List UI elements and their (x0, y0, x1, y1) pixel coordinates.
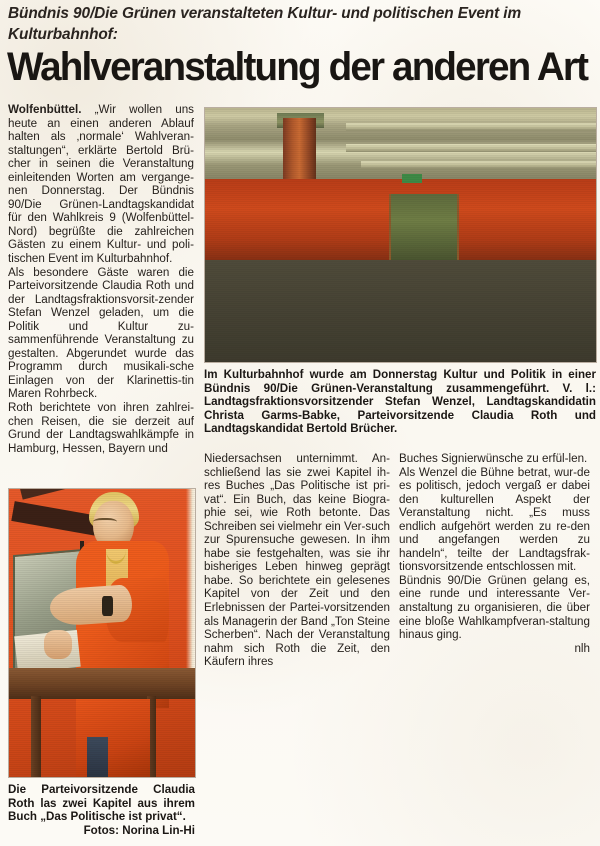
photo-caption-bottom-text: Die Parteivorsitzende Claudia Roth las zwei Kapitel aus ihrem Buch „Das Politische ist privat“. (8, 783, 195, 824)
body-column-3 (399, 452, 590, 655)
print-grain-overlay (9, 489, 195, 777)
group-photo-four-politicians (204, 107, 597, 363)
dateline: Wolfenbüttel. (8, 103, 82, 116)
article-kicker: Bündnis 90/Die Grünen veranstalteten Kultur- und politischen Event im Kulturbahnhof: (8, 5, 522, 43)
body-column-2 (204, 452, 390, 669)
paragraph-2: Als besondere Gäste waren die Parteivorsitzende Claudia Roth und der Landtagsfraktionsvorsit-zender Stefan Wenzel geladen, um die Politik und Kultur zu-sammenführende Veranstaltung zu gestalten. Abgerundet wurde das Programm durch musikali-sche Einlagen von der Klarinettis-tin Maren Rohrbeck. (8, 265, 194, 401)
paragraph-5: Buches Signierwünsche zu erfül-len. (399, 452, 588, 465)
paragraph-1-text: „Wir wollen uns heute an einen anderen Ablauf halten als ‚normale‘ Wahlveran-staltungen“, erklärte Bertold Brü-cher in seinen die Veranstaltung einleitenden Worten am vergange-nen Donnerstag. Der Bündnis 90/Die Grünen-Landtagskandidat für den Wahlkreis 9 (Wolfenbüttel-Nord) begrüßte die zahlreichen Gästen zu einem Kultur- und poli-tischen Event im Kulturbahnhof. (8, 103, 194, 266)
paragraph-7 (399, 574, 590, 655)
paragraph-4: Niedersachsen unternimmt. An-schließend las sie zwei Kapitel ih-res Buches „Das Politische ist pri-vat“. Ein Buch, das keine Biogra-phie sei, wie Roth betonte. Das Schreiben sei vielmehr ein Ver-such zur Spurensuche gewesen. In ihm habe sie festgehalten, was sie ihr bisheriges Leben hinweg geprägt habe. So berichtete ein gelesenes Kapitel von der Zeit und den Erlebnissen der Partei-vorsitzenden als Managerin der Band „Ton Steine Scherben“. Nach der Veranstaltung nahm sich Roth die Zeit, den Käufern ihres (204, 452, 390, 669)
claudia-roth-reading-photo (8, 488, 196, 778)
paragraph-3: Roth berichtete von ihren zahlrei-chen Reisen, die sie derzeit auf Grund der Landtagswahlkämpfe in Hamburg, Hessen, Bayern und (8, 401, 194, 455)
paragraph-6: Als Wenzel die Bühne betrat, wur-de es politisch, jedoch vergaß er dabei den kulturellen Aspekt der Veranstaltung nicht. „Es muss endlich aufgehört werden zu re-den und angefangen werden zu handeln“, teilte der Landtagsfrak-tionsvorsitzende entschlossen mit. (399, 465, 590, 574)
photo-scene-group (205, 108, 596, 362)
article-headline: Wahlveranstaltung der anderen Art (7, 45, 588, 89)
paragraph-7-text: Bündnis 90/Die Grünen gelang es, eine runde und interessante Ver-anstaltung zu organisieren, die über eine bloße Wahlkampfveran-staltung hinaus ging. (399, 573, 590, 642)
paragraph-1 (8, 103, 194, 266)
photo-caption-top: Im Kulturbahnhof wurde am Donnerstag Kultur und Politik in einer Bündnis 90/Die Grünen-Veranstaltung zusammengeführt. V. l.: Landtagsfraktionsvorsitzender Stefan Wenzel, Landtagskandidatin Christa Garms-Babke, Parteivorsitzende Claudia Roth und Landtagskandidat Bertold Brücher. (204, 368, 596, 436)
photo-caption-bottom (8, 783, 195, 837)
print-grain-overlay (205, 108, 596, 362)
photo-scene-reading (9, 489, 195, 777)
author-signature: nlh (574, 641, 590, 655)
photo-credit: Fotos: Norina Lin-Hi (83, 823, 195, 837)
body-column-1 (8, 103, 194, 455)
